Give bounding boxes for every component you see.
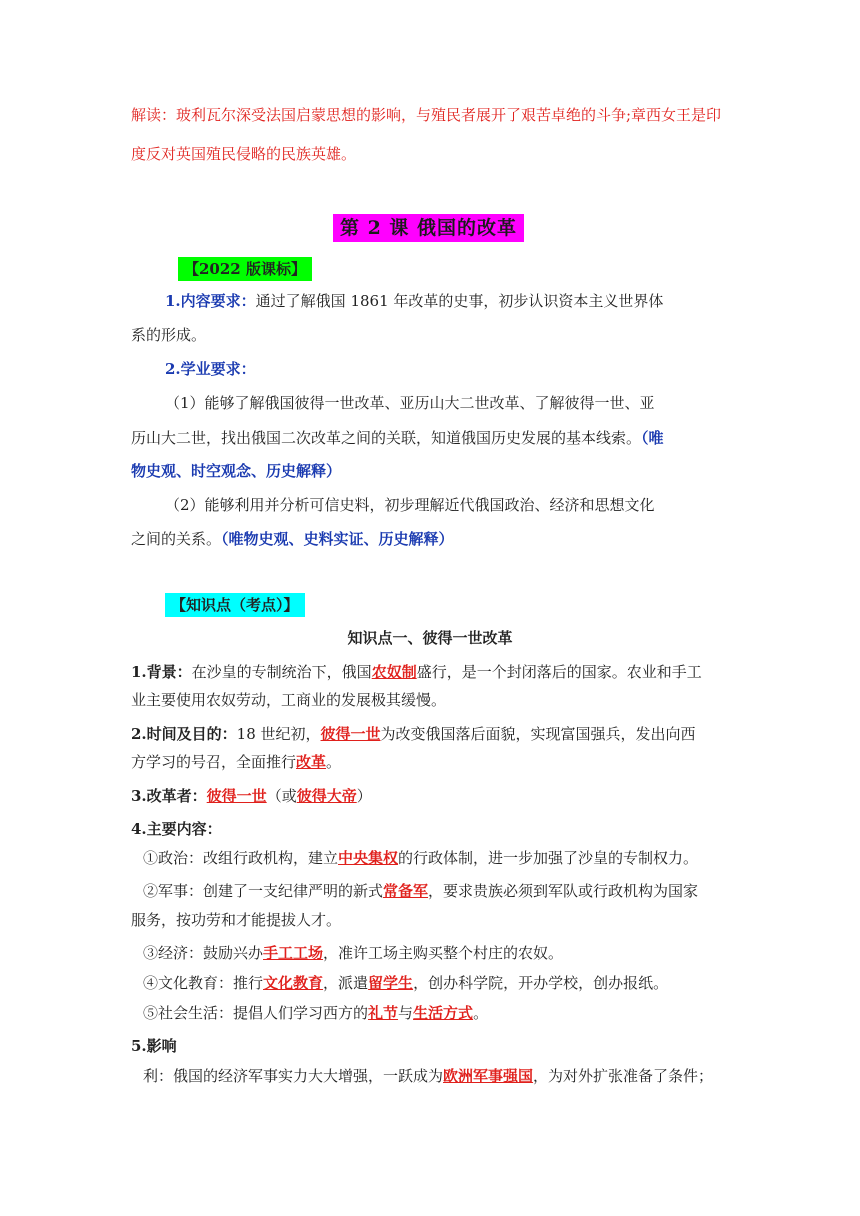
military-text-2: ，要求贵族必须到军队或行政机构为国家 — [428, 882, 699, 900]
social-text-2: 与 — [398, 1004, 414, 1022]
impact-text-2: ，为对外扩张准备了条件； — [533, 1067, 714, 1085]
time-goal-text-2: 为改变俄国落后面貌，实现富国强兵，发出向西 — [380, 725, 696, 743]
keyword-overseas-students: 留学生 — [368, 974, 414, 992]
reformer-end: ） — [356, 787, 372, 805]
content-culture — [143, 973, 668, 993]
background-text-2: 盛行，是一个封闭落后的国家。农业和手工 — [416, 663, 702, 681]
keyword-lifestyle: 生活方式 — [413, 1004, 474, 1022]
academic-requirement-label: 2.学业要求： — [165, 360, 256, 378]
keyword-peter: 彼得一世 — [320, 725, 381, 743]
impact-label: 5.影响 — [131, 1037, 177, 1055]
time-goal-text: 18 世纪初， — [236, 725, 321, 743]
culture-text-3: ，创办科学院，开办学校，创办报纸。 — [413, 974, 669, 992]
keyword-centralization: 中央集权 — [338, 849, 399, 867]
culture-text: ④文化教育：推行 — [143, 974, 264, 992]
keyword-standing-army: 常备军 — [383, 882, 429, 900]
culture-text-2: ，派遣 — [323, 974, 369, 992]
academic-item-1-text: 历山大二世，找出俄国二次改革之间的关联，知道俄国历史发展的基本线索。 — [131, 429, 642, 447]
keyword-serfdom: 农奴制 — [371, 663, 417, 681]
content-military-line-2: 服务，按功劳和才能提拔人才。 — [131, 911, 342, 929]
content-requirement-text: 通过了解俄国 1861 年改革的史事，初步认识资本主义世界体 — [255, 292, 664, 310]
background-label: 1.背景： — [131, 663, 192, 681]
content-economy — [143, 943, 563, 963]
academic-item-2-line-2 — [131, 529, 454, 549]
keyword-etiquette: 礼节 — [368, 1004, 399, 1022]
time-goal-line-2 — [131, 752, 341, 772]
politics-text-2: 的行政体制，进一步加强了沙皇的专制权力。 — [398, 849, 699, 867]
background-text: 在沙皇的专制统治下，俄国 — [191, 663, 372, 681]
time-goal-label: 2.时间及目的： — [131, 725, 237, 743]
lesson-title: 第 2 课 俄国的改革 — [333, 214, 524, 242]
content-politics — [143, 848, 698, 868]
keyword-culture-education: 文化教育 — [263, 974, 324, 992]
intro-line-1: 解读：玻利瓦尔深受法国启蒙思想的影响，与殖民者展开了艰苦卓绝的斗争;章西女王是印 — [131, 106, 722, 124]
time-goal-line-1 — [131, 724, 696, 744]
background-line-1 — [131, 662, 702, 682]
academic-item-1-line-1: （1）能够了解俄国彼得一世改革、亚历山大二世改革、了解彼得一世、亚 — [165, 394, 655, 412]
content-requirement-line-2: 系的形成。 — [131, 326, 207, 344]
academic-item-2-tag: （唯物史观、史料实证、历史解释） — [221, 530, 454, 548]
intro-line-2: 度反对英国殖民侵略的民族英雄。 — [131, 145, 357, 163]
background-line-2: 业主要使用农奴劳动，工商业的发展极其缓慢。 — [131, 691, 447, 709]
content-requirement-label: 1.内容要求： — [165, 292, 256, 310]
keyword-military-power: 欧洲军事强国 — [443, 1067, 534, 1085]
content-label: 4.主要内容： — [131, 820, 222, 838]
impact-benefit — [143, 1066, 713, 1086]
keyword-peter-first: 彼得一世 — [206, 787, 267, 805]
content-social — [143, 1003, 488, 1023]
standard-badge: 【2022 版课标】 — [178, 257, 312, 281]
economy-text-2: ，准许工场主购买整个村庄的农奴。 — [323, 944, 564, 962]
military-text: ②军事：创建了一支纪律严明的新式 — [143, 882, 384, 900]
reformer-line — [131, 786, 372, 806]
academic-item-2-text: 之间的关系。 — [131, 530, 222, 548]
section-title: 知识点一、彼得一世改革 — [347, 629, 513, 647]
economy-text: ③经济：鼓励兴办 — [143, 944, 264, 962]
academic-item-1-line-3: 物史观、时空观念、历史解释） — [131, 462, 342, 480]
academic-item-1-tag: （唯 — [641, 429, 664, 447]
keyword-workshop: 手工工场 — [263, 944, 324, 962]
time-goal-text-4: 。 — [326, 753, 342, 771]
impact-text: 利：俄国的经济军事实力大大增强，一跃成为 — [143, 1067, 444, 1085]
keyword-reform: 改革 — [296, 753, 327, 771]
content-requirement — [165, 291, 663, 311]
social-text-3: 。 — [473, 1004, 489, 1022]
time-goal-text-3: 方学习的号召，全面推行 — [131, 753, 297, 771]
politics-text: ①政治：改组行政机构，建立 — [143, 849, 339, 867]
academic-item-2-line-1: （2）能够利用并分析可信史料，初步理解近代俄国政治、经济和思想文化 — [165, 496, 655, 514]
academic-item-1-line-2 — [131, 428, 664, 448]
reformer-label: 3.改革者： — [131, 787, 207, 805]
reformer-mid: （或 — [266, 787, 297, 805]
keyword-peter-great: 彼得大帝 — [296, 787, 357, 805]
content-military — [143, 881, 698, 901]
knowledge-badge: 【知识点（考点）】 — [165, 593, 305, 617]
social-text: ⑤社会生活：提倡人们学习西方的 — [143, 1004, 369, 1022]
